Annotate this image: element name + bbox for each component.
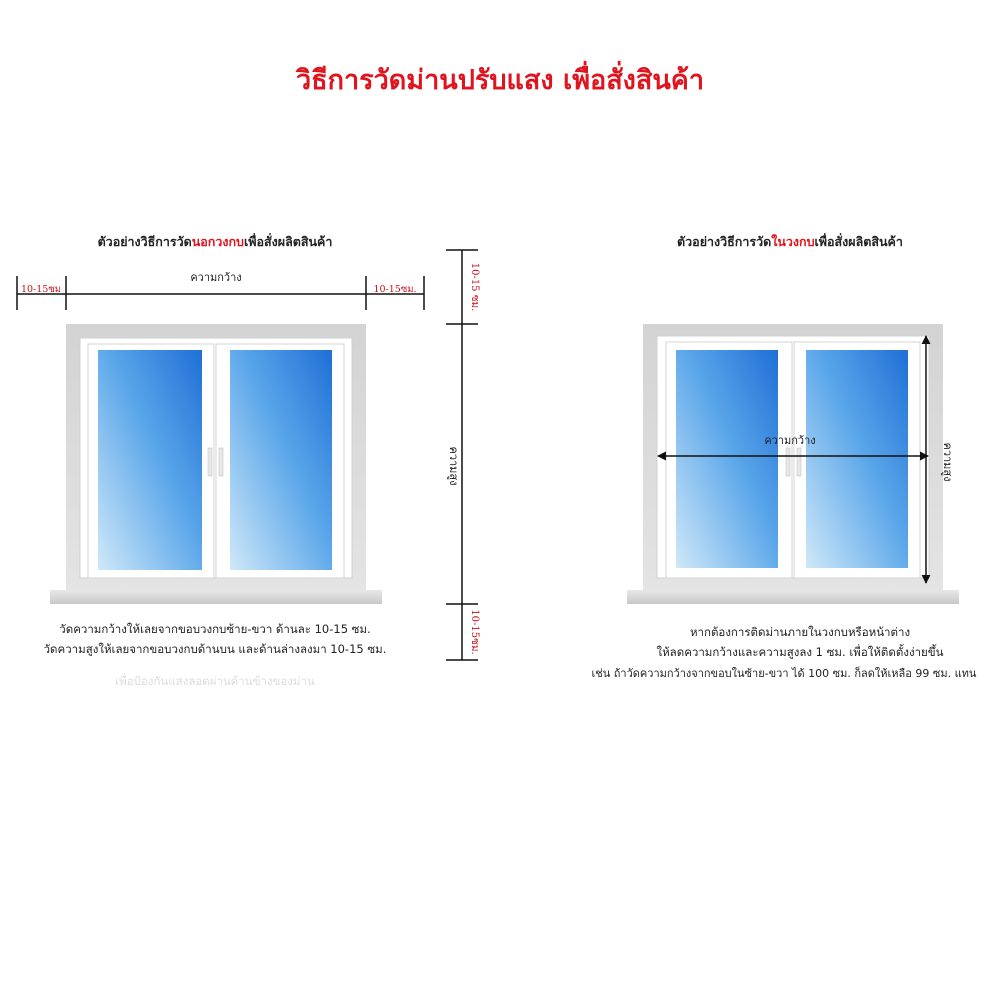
left-bottom-margin-label: 10-15ซม.	[469, 609, 480, 655]
right-height-label: ความสูง	[941, 442, 954, 482]
main-title: วิธีการวัดม่านปรับแสง เพื่อสั่งสินค้า	[295, 65, 705, 96]
right-handle-icon	[786, 448, 790, 476]
left-handle-icon-2	[219, 448, 223, 476]
left-window-sill	[50, 590, 382, 604]
right-glass-right	[806, 350, 908, 568]
right-window-sill	[627, 590, 959, 604]
left-note-2: วัดความสูงให้เลยจากขอบวงกบด้านบน และด้านล่างลงมา 10-15 ซม.	[43, 642, 387, 656]
right-window	[627, 324, 959, 604]
left-title-prefix: ตัวอย่างวิธีการวัด	[97, 234, 192, 249]
left-faded-note: เพื่อป้องกันแสงลอดผ่านด้านข้างของม่าน	[115, 674, 315, 688]
left-top-margin-label: 10-15 ซม.	[469, 262, 480, 312]
right-title-suffix: เพื่อสั่งผลิตสินค้า	[814, 234, 903, 249]
left-glass-right	[230, 350, 332, 570]
right-glass-left	[676, 350, 778, 568]
right-note-1: หากต้องการติดม่านภายในวงกบหรือหน้าต่าง	[689, 625, 911, 639]
right-note-2: ให้ลดความกว้างและความสูงลง 1 ซม. เพื่อให้ติดตั้งง่ายขึ้น	[656, 645, 944, 659]
left-width-label: ความกว้าง	[190, 271, 242, 284]
left-title-highlight: นอกวงกบ	[191, 234, 244, 249]
left-glass-left	[98, 350, 202, 570]
right-width-label: ความกว้าง	[764, 434, 816, 447]
left-handle-icon	[208, 448, 212, 476]
right-title-highlight: ในวงกบ	[771, 234, 815, 249]
left-margin-left-label: 10-15ซม	[20, 284, 62, 295]
left-margin-right-label: 10-15ซม.	[373, 284, 417, 295]
left-height-label: ความสูง	[447, 446, 460, 486]
right-handle-icon-2	[797, 448, 801, 476]
left-note-1: วัดความกว้างให้เลยจากขอบวงกบซ้าย-ขวา ด้านละ 10-15 ซม.	[59, 622, 371, 636]
left-window	[50, 324, 382, 604]
right-note-3: เช่น ถ้าวัดความกว้างจากขอบในซ้าย-ขวา ได้ 100 ซม. ก็ลดให้เหลือ 99 ซม. แทน	[591, 667, 977, 680]
left-title-suffix: เพื่อสั่งผลิตสินค้า	[244, 234, 333, 249]
right-title-prefix: ตัวอย่างวิธีการวัด	[677, 234, 772, 249]
